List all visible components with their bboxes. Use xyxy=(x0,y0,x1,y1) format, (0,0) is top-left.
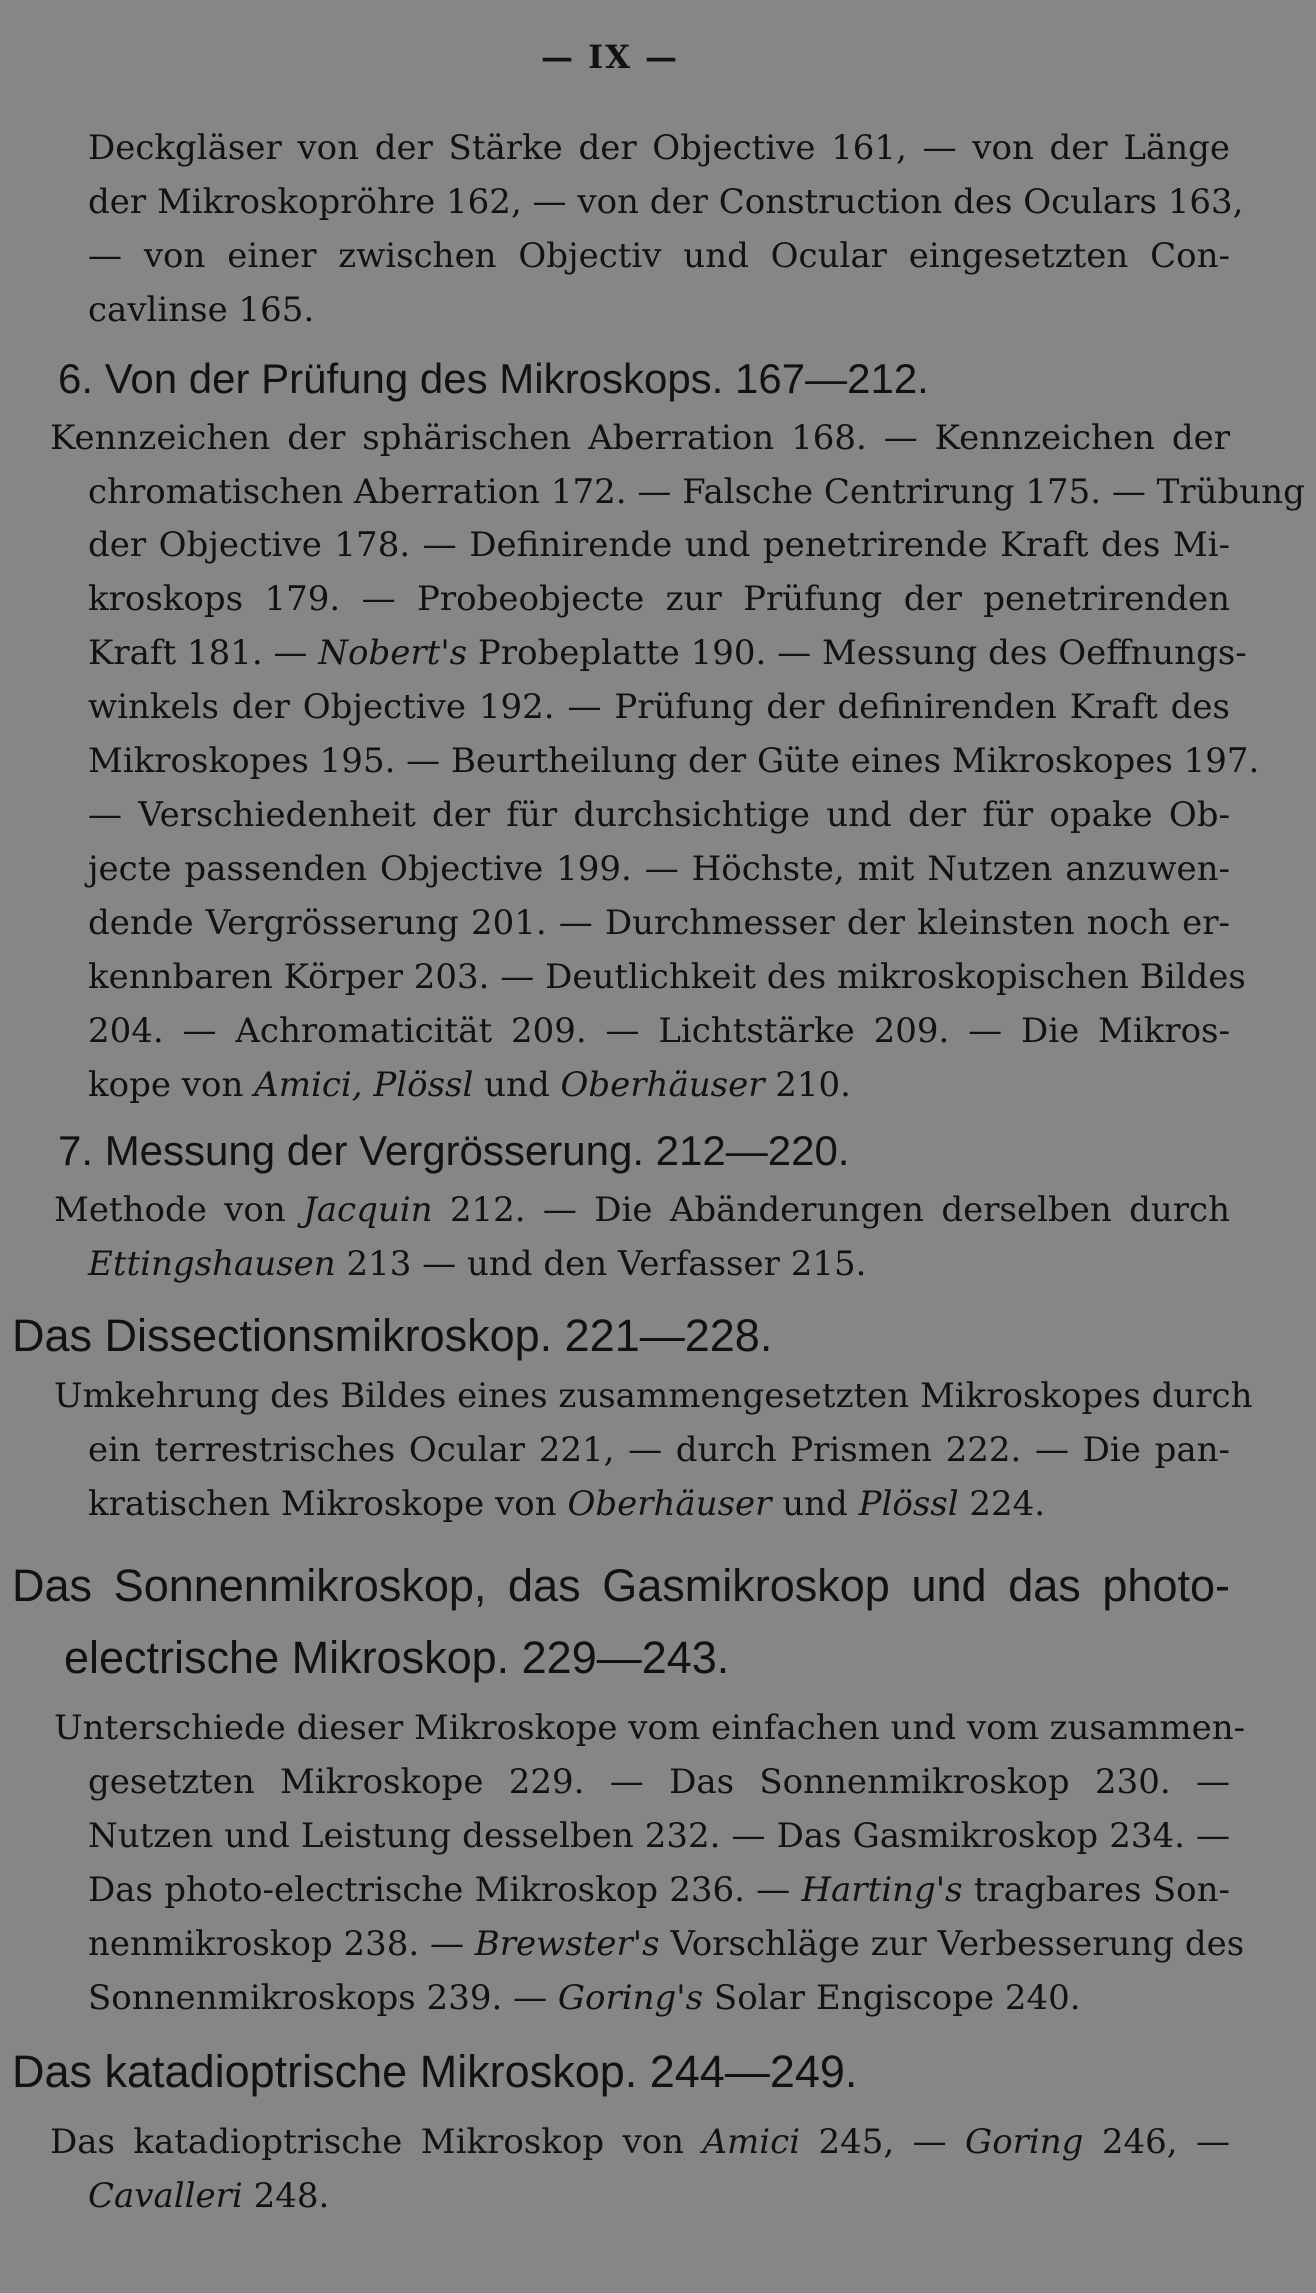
text-run: Das photo-electrische Mikroskop 236. — xyxy=(88,1870,802,1910)
text-line xyxy=(88,472,1305,512)
text-run: 245, — xyxy=(800,2122,966,2162)
section-heading xyxy=(12,2046,857,2098)
section-heading xyxy=(12,1560,1230,1612)
text-run: 7. Messung der Vergrösserung. 212—220. xyxy=(58,1127,850,1174)
text-run: cavlinse 165. xyxy=(88,290,315,330)
text-line xyxy=(54,1708,1246,1748)
italic-name: Cavalleri xyxy=(88,2176,243,2216)
text-line xyxy=(88,236,1230,276)
text-run: Das katadioptrische Mikroskop von xyxy=(50,2122,703,2162)
text-run: kope von xyxy=(88,1065,255,1105)
text-run: Das Dissectionsmikroskop. 221—228. xyxy=(12,1310,773,1361)
text-run: electrische Mikroskop. 229—243. xyxy=(64,1632,730,1683)
italic-name: Goring xyxy=(965,2122,1084,2162)
text-run: Kennzeichen der sphärischen Aberration 168. — Kennzeichen der xyxy=(50,418,1230,458)
text-run: Mikroskopes 195. — Beurtheilung der Güte eines Mikroskopes 197. xyxy=(88,741,1260,781)
text-run: chromatischen Aberration 172. — Falsche Centrirung 175. — Trübung xyxy=(88,472,1305,512)
text-run: Unterschiede dieser Mikroskope vom einfachen und vom zusammen- xyxy=(54,1708,1246,1748)
text-line xyxy=(88,1065,851,1105)
text-run: jecte passenden Objective 199. — Höchste, mit Nutzen anzuwen- xyxy=(88,849,1230,889)
text-run: und xyxy=(473,1065,561,1105)
text-run: 224. xyxy=(958,1484,1046,1524)
text-line xyxy=(88,1978,1081,2018)
text-run: kennbaren Körper 203. — Deutlichkeit des mikroskopischen Bildes xyxy=(88,957,1246,997)
text-run: 246, — xyxy=(1083,2122,1230,2162)
text-run: Vorschläge zur Verbesserung des xyxy=(659,1924,1245,1964)
text-run: 212. — Die Abänderungen derselben durch xyxy=(432,1190,1230,1230)
text-line xyxy=(88,1244,866,1284)
text-run: Nutzen und Leistung desselben 232. — Das Gasmikroskop 234. — xyxy=(88,1816,1230,1856)
text-line xyxy=(88,1484,1045,1524)
italic-name: Plössl xyxy=(858,1484,959,1524)
text-run: 204. — Achromaticität 209. — Lichtstärke 209. — Die Mikros- xyxy=(88,1011,1230,1051)
text-run: Probeplatte 190. — Messung des Oeffnungs- xyxy=(467,633,1247,673)
text-run: 213 — und den Verfasser 215. xyxy=(335,1244,867,1284)
text-line xyxy=(88,1816,1230,1856)
text-run: dende Vergrösserung 201. — Durchmesser der kleinsten noch er- xyxy=(88,903,1230,943)
text-line xyxy=(88,687,1230,727)
text-line xyxy=(50,2122,1230,2162)
text-run: Das katadioptrische Mikroskop. 244—249. xyxy=(12,2046,858,2097)
text-line xyxy=(88,290,314,330)
text-run: 210. xyxy=(764,1065,851,1105)
text-run: tragbares Son- xyxy=(962,1870,1230,1910)
text-run: Sonnenmikroskops 239. — xyxy=(88,1978,558,2018)
text-line xyxy=(88,957,1246,997)
text-line xyxy=(88,633,1247,673)
text-line xyxy=(88,1924,1245,1964)
text-run: Deckgläser von der Stärke der Objective 161, — von der Länge xyxy=(88,128,1230,168)
text-line xyxy=(88,579,1230,619)
section-heading xyxy=(12,1310,772,1362)
text-line xyxy=(88,1870,1230,1910)
text-line xyxy=(88,525,1230,565)
text-line xyxy=(88,182,1244,222)
section-heading xyxy=(58,353,929,405)
text-line xyxy=(88,1430,1230,1470)
text-run: 6. Von der Prüfung des Mikroskops. 167—212. xyxy=(58,355,929,402)
text-run: der Objective 178. — Definirende und penetrirende Kraft des Mi- xyxy=(88,525,1230,565)
text-line xyxy=(88,2176,329,2216)
italic-name: Brewster's xyxy=(474,1924,660,1964)
text-line xyxy=(54,1376,1253,1416)
italic-name: Jacquin xyxy=(303,1190,433,1230)
text-line xyxy=(88,795,1230,835)
text-run: winkels der Objective 192. — Prüfung der definirenden Kraft des xyxy=(88,687,1230,727)
text-run: der Mikroskopröhre 162, — von der Construction des Oculars 163, xyxy=(88,182,1244,222)
text-run: nenmikroskop 238. — xyxy=(88,1924,475,1964)
text-run: kratischen Mikroskope von xyxy=(88,1484,568,1524)
italic-name: Nobert's xyxy=(318,633,468,673)
text-run: Umkehrung des Bildes eines zusammengesetzten Mikroskopes durch xyxy=(54,1376,1253,1416)
text-run: gesetzten Mikroskope 229. — Das Sonnenmikroskop 230. — xyxy=(88,1762,1230,1802)
page-number: — IX — xyxy=(540,38,680,76)
text-run: und xyxy=(771,1484,859,1524)
text-run: Kraft 181. — xyxy=(88,633,319,673)
text-run: ein terrestrisches Ocular 221, — durch Prismen 222. — Die pan- xyxy=(88,1430,1230,1470)
italic-name: Amici, Plössl xyxy=(254,1065,474,1105)
italic-name: Ettingshausen xyxy=(88,1244,336,1284)
text-run: 248. xyxy=(242,2176,330,2216)
text-run: Solar Engiscope 240. xyxy=(703,1978,1081,2018)
text-line xyxy=(50,418,1230,458)
text-run: kroskops 179. — Probeobjecte zur Prüfung der penetrirenden xyxy=(88,579,1230,619)
text-line xyxy=(88,1011,1230,1051)
text-line xyxy=(54,1190,1230,1230)
italic-name: Amici xyxy=(702,2122,801,2162)
section-heading xyxy=(58,1125,849,1177)
section-heading xyxy=(64,1632,729,1684)
text-run: Methode von xyxy=(54,1190,304,1230)
text-line xyxy=(88,849,1230,889)
text-line xyxy=(88,128,1230,168)
text-run: — Verschiedenheit der für durchsichtige und der für opake Ob- xyxy=(88,795,1230,835)
italic-name: Goring's xyxy=(557,1978,704,2018)
italic-name: Oberhäuser xyxy=(560,1065,765,1105)
text-run: Das Sonnenmikroskop, das Gasmikroskop und das photo- xyxy=(12,1560,1230,1611)
italic-name: Harting's xyxy=(801,1870,963,1910)
text-line xyxy=(88,741,1260,781)
text-line xyxy=(88,903,1230,943)
text-line xyxy=(88,1762,1230,1802)
text-run: — von einer zwischen Objectiv und Ocular eingesetzten Con- xyxy=(88,236,1230,276)
italic-name: Oberhäuser xyxy=(567,1484,772,1524)
